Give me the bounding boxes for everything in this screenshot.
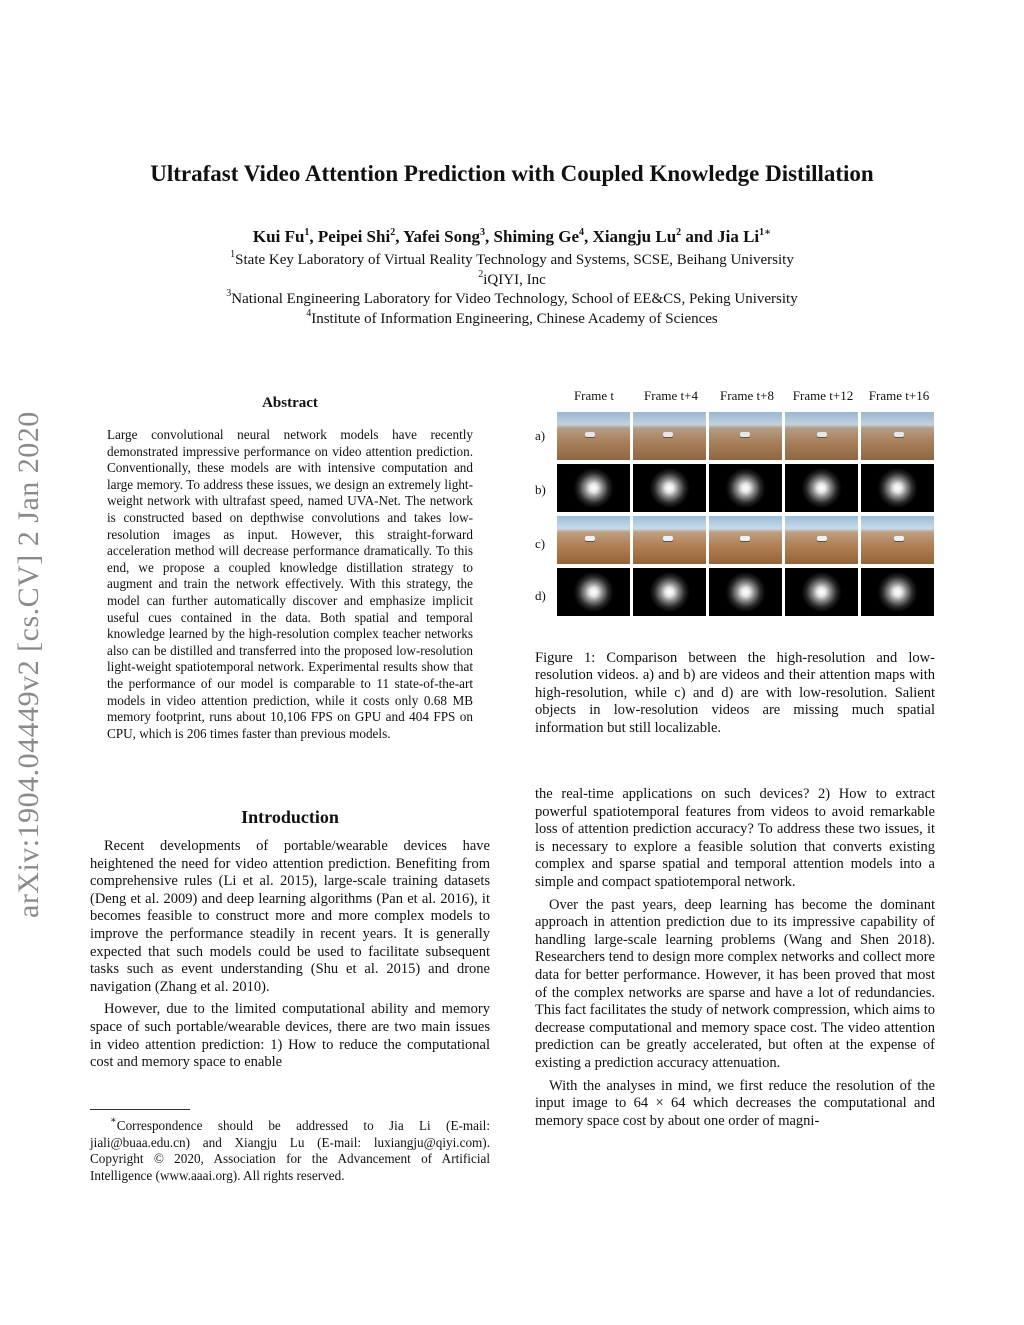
affiliation-2	[0, 269, 1024, 289]
attention-map	[785, 464, 858, 512]
footnote-mark: ∗	[110, 1115, 117, 1126]
paragraph: the real-time applications on such devices? 2) How to extract powerful spatiotemporal features from videos to avoid remarkable loss of attention prediction accuracy? To address these two issues, it is necessary to explore a feasible solution that converts existing complex and sparse spatial and temporal attention models into a simple and compact spatiotemporal network.	[535, 786, 935, 890]
author-name: Peipei Shi	[317, 227, 391, 246]
video-frame	[633, 412, 706, 460]
author-sep: ,	[395, 227, 404, 246]
footnote-rule	[90, 1109, 190, 1110]
affiliation-sup: 2	[478, 269, 484, 280]
author-sep: ,	[485, 227, 494, 246]
video-frame-low-res	[785, 516, 858, 564]
author-sup: 1	[304, 227, 310, 238]
attention-map	[861, 464, 934, 512]
author-sup: 3	[480, 227, 486, 238]
affiliation-sup: 4	[306, 308, 312, 319]
author-name: Xiangju Lu	[592, 227, 677, 246]
affiliation-text: National Engineering Laboratory for Video Technology, School of EE&CS, Peking University	[231, 291, 798, 307]
abstract-heading: Abstract	[262, 395, 318, 411]
figure-1	[535, 388, 935, 623]
column-header: Frame t+16	[868, 388, 930, 403]
video-frame-low-res	[861, 516, 934, 564]
author-sep: ,	[309, 227, 318, 246]
affiliation-text: State Key Laboratory of Virtual Reality Technology and Systems, SCSE, Beihang University	[235, 252, 794, 268]
column-header: Frame t	[573, 388, 615, 403]
row-label: a)	[535, 428, 546, 443]
attention-map	[557, 464, 630, 512]
attention-map-low-res	[557, 568, 630, 616]
paper-title: Ultrafast Video Attention Prediction with Coupled Knowledge Distillation	[150, 161, 874, 186]
footnote-text: Correspondence should be addressed to Jia Li (E-mail: jiali@buaa.edu.cn) and Xiangju Lu (E-mail: luxiangju@qiyi.com). Copyright © 2020, Association for the Advancement of Artificial Intelligence (www.aaai.org). All rights reserved.	[90, 1118, 490, 1183]
right-column-body	[535, 786, 935, 1135]
video-frame-low-res	[557, 516, 630, 564]
introduction-heading: Introduction	[241, 807, 339, 827]
affiliation-4	[0, 308, 1024, 328]
author-name: Yafei Song	[403, 227, 481, 246]
paragraph: Recent developments of portable/wearable devices have heightened the need for video attention prediction. Benefiting from comprehensive rules (Li et al. 2015), large-scale training datasets (Deng et al. 2009) and deep learning algorithms (Pan et al. 2016), it becomes feasible to construct more and more complex models to improve the performance steadily in recent years. It is generally expected that such models could be used to facilitate subsequent tasks such as event understanding (Shu et al. 2015) and drone navigation (Zhang et al. 2010).	[90, 838, 490, 995]
attention-map-low-res	[709, 568, 782, 616]
affiliation-sup: 3	[226, 288, 232, 299]
paragraph: Over the past years, deep learning has become the dominant approach in attention prediction due to its impressive capability of handling large-scale learning problems (Wang and Shen 2018). Researchers tend to design more complex networks and collect more data for better performance. However, it has been proved that most of the complex networks are sparse and have a lot of redundancies. This fact facilitates the study of network compression, which aims to decrease computational and memory space cost. The video attention prediction can be greatly accelerated, but often at the expense of existing a prediction accuracy attenuation.	[535, 896, 935, 1071]
introduction-body	[90, 838, 490, 1077]
author-name: Shiming Ge	[493, 227, 580, 246]
video-frame	[709, 412, 782, 460]
column-header: Frame t+8	[720, 388, 774, 403]
author-name: Jia Li	[717, 227, 760, 246]
video-frame	[861, 412, 934, 460]
affiliation-sup: 1	[230, 249, 236, 260]
video-frame-low-res	[633, 516, 706, 564]
video-frame	[557, 412, 630, 460]
affiliation-text: iQIYI, Inc	[483, 272, 546, 288]
author-sep: and	[681, 227, 718, 246]
affiliation-3	[0, 288, 1024, 308]
affiliation-text: Institute of Information Engineering, Chinese Academy of Sciences	[311, 311, 718, 327]
author-list	[0, 227, 1024, 247]
figure-caption: Figure 1: Comparison between the high-resolution and low-resolution videos. a) and b) are videos and their attention maps with high-resolution, while c) and d) are with low-resolution. Salient objects in low-resolution videos are missing much spatial information but still localizable.	[535, 650, 935, 736]
column-header: Frame t+12	[792, 388, 854, 403]
row-label: b)	[535, 482, 546, 497]
video-frame	[785, 412, 858, 460]
row-label: d)	[535, 588, 546, 603]
attention-map	[633, 464, 706, 512]
author-sup: 1∗	[759, 227, 772, 238]
column-header: Frame t+4	[644, 388, 698, 403]
affiliation-1	[0, 249, 1024, 269]
author-name: Kui Fu	[252, 227, 305, 246]
attention-map-low-res	[633, 568, 706, 616]
paragraph: However, due to the limited computational ability and memory space of such portable/wearable devices, there are two main issues in video attention prediction: 1) How to reduce the computational cost and memory space to enable	[90, 1001, 490, 1071]
attention-map-low-res	[785, 568, 858, 616]
paragraph: With the analyses in mind, we first reduce the resolution of the input image to 64 × 64 which decreases the computational and memory space cost by about one order of magni-	[535, 1077, 935, 1129]
attention-map-low-res	[861, 568, 934, 616]
author-sup: 2	[390, 227, 396, 238]
author-sup: 2	[676, 227, 682, 238]
attention-map	[709, 464, 782, 512]
footnote	[90, 1113, 490, 1184]
abstract-text: Large convolutional neural network models have recently demonstrated impressive performance on video attention prediction. Conventionally, these models are with intensive computation and large memory. To address these issues, we design an extremely light-weight network with ultrafast speed, named UVA-Net. The network is constructed based on depthwise convolutions and takes low-resolution images as input. However, this straight-forward acceleration method will decrease performance dramatically. To this end, we propose a coupled knowledge distillation strategy to augment and train the network effectively. With this strategy, the model can further automatically discover and emphasize implicit useful cues contained in the data. Both spatial and temporal knowledge learned by the high-resolution complex teacher networks also can be distilled and transferred into the proposed low-resolution light-weight spatiotemporal network. Experimental results show that the performance of our model is comparable to 11 state-of-the-art models in video attention prediction, while it costs only 0.68 MB memory footprint, runs about 10,106 FPS on GPU and 404 FPS on CPU, which is 206 times faster than previous models.	[107, 427, 473, 741]
video-frame-low-res	[709, 516, 782, 564]
author-sup: 4	[579, 227, 585, 238]
arxiv-stamp: arXiv:1904.04449v2 [cs.CV] 2 Jan 2020	[12, 411, 45, 919]
row-label: c)	[535, 536, 546, 551]
author-sep: ,	[584, 227, 593, 246]
